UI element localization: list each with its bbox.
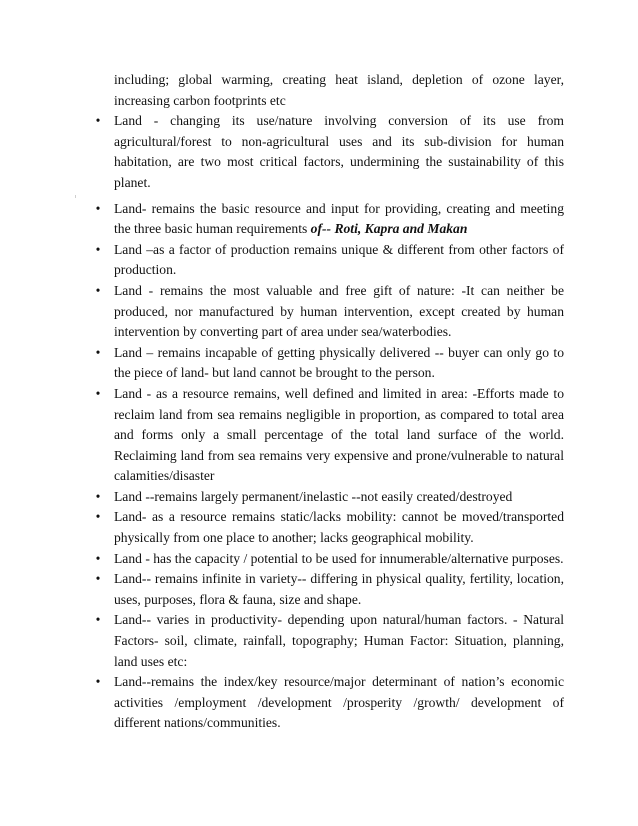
list-item-text: Land –as a factor of production remains unique & different from other factors of production. <box>114 241 564 278</box>
bullet-icon: • <box>95 612 101 628</box>
list-item-text: Land - as a resource remains, well defined and limited in area: -Efforts made to reclaim land from sea remains negligible in proportion, as compared to total area and forms only a small percentage of the total land surface of the world. Reclaiming land from sea remains very expensive and prone/vulnerable to natural calamities/disaster <box>114 385 564 484</box>
list-item-text: Land-- remains infinite in variety-- differing in physical quality, fertility, location, uses, purposes, flora & fauna, size and shape. <box>114 571 564 607</box>
list-item <box>92 281 564 343</box>
bullet-icon: • <box>95 674 101 690</box>
list-item <box>92 343 564 384</box>
list-item <box>92 672 564 734</box>
page-content <box>92 70 564 734</box>
list-item <box>92 610 564 672</box>
list-item <box>92 549 564 570</box>
list-item-text-main: Land- remains the basic resource and input for providing, creating and meeting the three basic human requirements <box>114 200 564 237</box>
list-item-text: Land- as a resource remains static/lacks mobility: cannot be moved/transported physically from one place to another; lacks geographical mobility. <box>114 509 564 546</box>
list-item <box>92 569 564 610</box>
list-item-text: Land - remains the most valuable and free gift of nature: -It can neither be produced, nor manufactured by human intervention, except created by human intervention by converting part of area under sea/waterbodies. <box>114 282 564 340</box>
list-item <box>92 111 564 193</box>
list-item-text: Land - has the capacity / potential to be used for innumerable/alternative purposes. <box>114 550 564 566</box>
list-item-text: Land-- varies in productivity- depending upon natural/human factors. - Natural Factors- soil, climate, rainfall, topography; Human Factor: Situation, planning, land uses etc: <box>114 612 564 669</box>
bullet-icon: • <box>95 488 101 504</box>
list-item <box>92 240 564 281</box>
list-item-text: Land--remains the index/key resource/major determinant of nation’s economic activities /employment /development /prosperity /growth/ development of different nations/communities. <box>114 674 564 731</box>
emphasis-text: of-- Roti, Kapra and Makan <box>310 221 468 237</box>
bullet-icon: • <box>95 344 101 360</box>
bullet-icon: • <box>95 113 101 129</box>
intro-paragraph: including; global warming, creating heat island, depletion of ozone layer, increasing carbon footprints etc <box>114 72 564 108</box>
list-item-text <box>114 199 564 240</box>
list-item <box>92 384 564 487</box>
bullet-icon: • <box>95 241 101 257</box>
separator-mark <box>75 195 76 198</box>
bullet-icon: • <box>95 385 101 401</box>
bullet-icon: • <box>95 200 101 216</box>
list-item-text: Land - changing its use/nature involving conversion of its use from agricultural/forest to non-agricultural uses and its sub-division for human habitation, are two most critical factors, undermining the sustainability of this planet. <box>114 113 564 190</box>
bullet-icon: • <box>95 509 101 525</box>
bullet-icon: • <box>95 550 101 566</box>
list-item <box>92 199 564 240</box>
list-item-text: Land – remains incapable of getting physically delivered -- buyer can only go to the piece of land- but land cannot be brought to the person. <box>114 344 564 381</box>
bullet-icon: • <box>95 571 101 587</box>
list-item-text: Land --remains largely permanent/inelastic --not easily created/destroyed <box>114 488 513 504</box>
bullet-icon: • <box>95 282 101 298</box>
list-item <box>92 487 564 508</box>
list-item <box>92 507 564 548</box>
